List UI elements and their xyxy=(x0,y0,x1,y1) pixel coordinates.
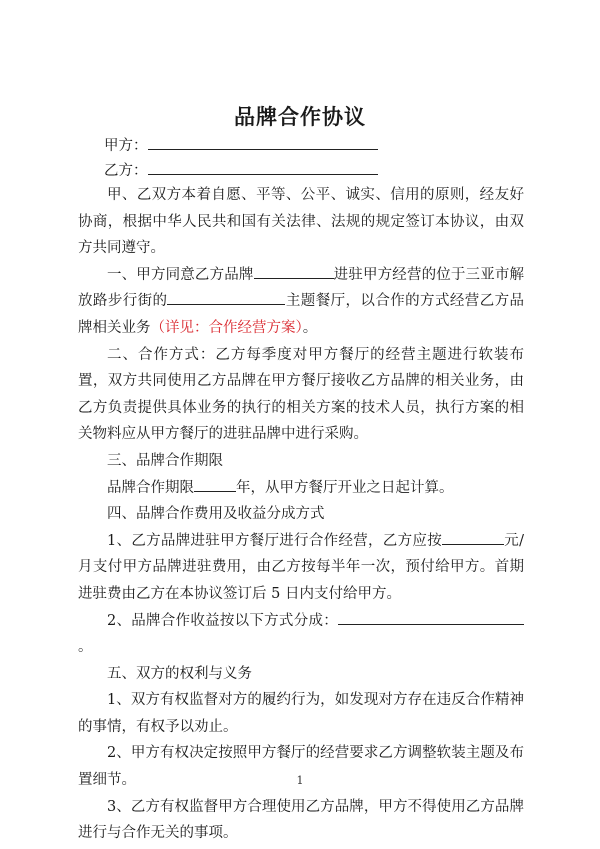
section-4-item-2-text-a: 2、品牌合作收益按以下方式分成： xyxy=(107,612,338,629)
section-4-item-2-text-b: 。 xyxy=(78,639,93,656)
section-5-item-1: 1、双方有权监督对方的履约行为，如发现对方存在违反合作精神的事情，有权予以劝止。 xyxy=(78,692,524,735)
term-years-blank xyxy=(194,477,236,492)
party-b-line xyxy=(104,159,378,180)
party-b-blank xyxy=(148,160,378,175)
revenue-share-blank xyxy=(338,610,524,625)
section-1-text-c: 主题餐厅，以合作的方式经营乙方品牌相关业务 xyxy=(78,293,525,336)
section-1-text-a: 一、甲方同意乙方品牌 xyxy=(107,266,254,283)
section-3-text-b: 年，从甲方餐厅开业之日起计算。 xyxy=(236,479,454,496)
section-4-item-1-text-b: 元/月支付甲方品牌进驻费用，由乙方按每半年一次，预付给甲方。首期进驻费由乙方在本协议签订后 5 日内支付给甲方。 xyxy=(78,532,524,602)
party-a-blank xyxy=(148,135,378,150)
section-2: 二、合作方式：乙方每季度对甲方餐厅的经营主题进行软装布置，双方共同使用乙方品牌在甲方餐厅接收乙方品牌的相关业务，由乙方负责提供具体业务的执行的相关方案的技术人员，执行方案的相关物料应从甲方餐厅的进驻品牌中进行采购。 xyxy=(78,346,524,443)
party-a-line xyxy=(104,134,378,155)
section-4-heading: 四、品牌合作费用及收益分成方式 xyxy=(107,506,325,523)
monthly-fee-blank xyxy=(442,530,504,545)
section-5-heading: 五、双方的权利与义务 xyxy=(107,665,252,682)
section-4-item-1-text-a: 1、乙方品牌进驻甲方餐厅进行合作经营，乙方应按 xyxy=(107,532,443,549)
intro-paragraph: 甲、乙双方本着自愿、平等、公平、诚实、信用的原则，经友好协商，根据中华人民共和国有关法律、法规的规定签订本协议，由双方共同遵守。 xyxy=(78,187,524,257)
section-4-item-2 xyxy=(78,608,524,661)
section-3-heading: 三、品牌合作期限 xyxy=(107,452,223,469)
party-a-label: 甲方： xyxy=(104,138,148,154)
section-4-item-1 xyxy=(78,528,524,608)
brand-name-blank xyxy=(254,264,334,279)
section-1-end: 。 xyxy=(302,319,318,336)
document-title: 品牌合作协议 xyxy=(234,104,366,129)
party-b-label: 乙方： xyxy=(104,163,148,179)
section-1 xyxy=(78,262,524,342)
section-5-item-3: 3、乙方有权监督甲方合理使用乙方品牌，甲方不得使用乙方品牌进行与合作无关的事项。 xyxy=(78,798,524,842)
contract-body xyxy=(78,182,524,847)
section-1-text-b: 进驻甲方经营的位于三亚市解放路步行街的 xyxy=(78,266,525,310)
section-3-term xyxy=(78,475,524,502)
section-1-note: （详见：合作经营方案） xyxy=(150,319,303,336)
section-5-item-2: 2、甲方有权决定按照甲方餐厅的经营要求乙方调整软装主题及布置细节。 xyxy=(78,745,524,789)
page-number: 1 xyxy=(296,774,304,787)
restaurant-theme-blank xyxy=(167,290,285,305)
section-3-text-a: 品牌合作期限 xyxy=(107,479,194,496)
